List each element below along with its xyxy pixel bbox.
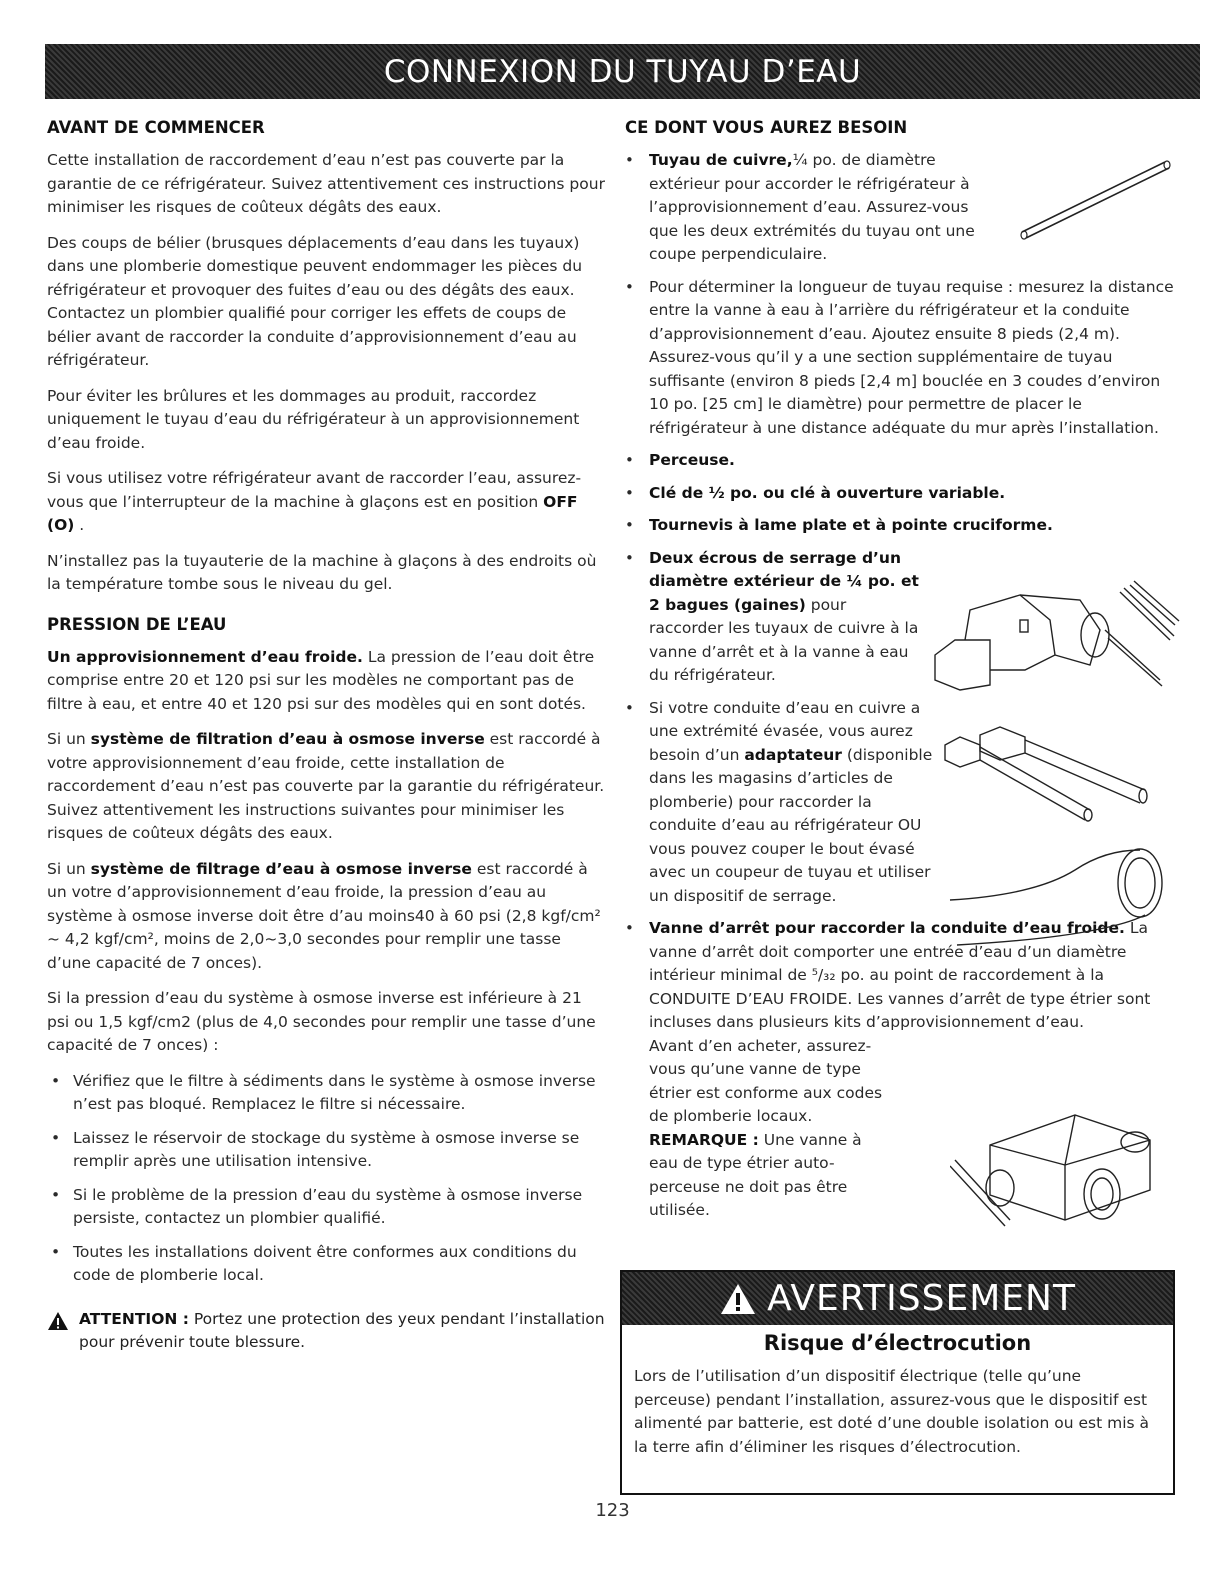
list-item-perceuse — [625, 449, 1175, 473]
vanne-bold: Vanne d’arrêt pour raccorder la conduite d’eau froide. — [649, 919, 1125, 937]
pression-paragraph — [47, 646, 607, 717]
saddle-valve-illustration — [950, 1110, 1180, 1235]
off-prefix: Si vous utilisez votre réfrigérateur avant de raccorder l’eau, assurez-vous que l’interrupteur de la machine à glaçons est en position — [47, 469, 582, 511]
list-item-cle — [625, 482, 1175, 506]
filtration-bold: système de filtration d’eau à osmose inverse — [90, 730, 485, 748]
adaptateur-suffix: (disponible dans les magasins d’articles de plomberie) pour raccorder la conduite d’eau au réfrigérateur OU vous pouvez couper le bout évasé avec un coupeur de tuyau et utiliser un dispositif de serrage. — [649, 745, 933, 905]
adaptateur-bold: adaptateur — [744, 745, 842, 764]
attention-text-block — [79, 1308, 607, 1355]
gel-paragraph: N’installez pas la tuyauterie de la machine à glaçons à des endroits où la température tombe sous le niveau du gel. — [47, 551, 597, 593]
vanne-text: La vanne d’arrêt doit comporter une entrée d’eau d’un diamètre intérieur minimal de ⁵/₃₂ po. au point de raccordement à la CONDUITE D’EAU FROIDE. Les vannes d’arrêt de type étrier sont incluses dans plusieurs kits d’approvisionnement d’eau. — [649, 919, 1151, 1031]
tournevis-label: Tournevis à lame plate et à pointe cruciforme. — [649, 516, 1053, 534]
belier-paragraph: Des coups de bélier (brusques déplacements d’eau dans les tuyaux) dans une plomberie domestique peuvent endommager les pièces du réfrigérateur et provoquer des fuites d’eau ou des dégâts des eaux. Contactez un plombier qualifié pour corriger les effets de coups de bélier avant de raccorder la conduite d’approvisionnement d’eau au réfrigérateur. — [47, 233, 583, 369]
filtrage-bold: système de filtrage d’eau à osmose inverse — [90, 859, 472, 878]
list-item: • Toutes les installations doivent être conformes aux conditions du code de plomberie local. — [47, 1241, 607, 1288]
tuyau-bold: Tuyau de cuivre, — [649, 151, 793, 169]
tuyau-text: ¼ po. de diamètre extérieur pour accorder le réfrigérateur à l’approvisionnement d’eau. Assurez-vous que les deux extrémités du tuyau ont une coupe perpendiculaire. — [649, 151, 975, 263]
off-label: OFF (O) — [47, 492, 578, 534]
vanne-continuation: Avant d’en acheter, assurez-vous qu’une vanne de type étrier est conforme aux codes de plomberie locaux. — [649, 1036, 883, 1125]
list-item-tournevis — [625, 514, 1175, 538]
warning-title: AVERTISSEMENT — [767, 1278, 1076, 1319]
filtrage-suffix: est raccordé à un votre d’approvisionnement d’eau froide, la pression d’eau au système à osmose inverse doit être d’au moins40 à 60 psi (2,8 kgf/cm² ~ 4,2 kgf/cm², moins de 2,0~3,0 secondes pour remplir une tasse d’une capacité de 7 onces). — [47, 859, 601, 972]
drill-illustration — [930, 580, 1190, 705]
osmose-bullet-list — [47, 1070, 607, 1288]
compression-nuts-illustration — [940, 715, 1190, 825]
warning-text: Lors de l’utilisation d’un dispositif électrique (telle qu’une perceuse) pendant l’installation, assurez-vous que le dispositif est alimenté par batterie, est doté d’une double isolation ou est mis à la terre afin d’éliminer les risques d’électrocution. — [634, 1367, 1149, 1456]
list-item: • Vérifiez que le filtre à sédiments dans le système à osmose inverse n’est pas bloqué. Remplacez le filtre si nécessaire. — [47, 1070, 607, 1117]
avant-paragraph: Cette installation de raccordement d’eau n’est pas couverte par la garantie de ce réfrigérateur. Suivez attentivement ces instructions pour minimiser les risques de coûteux dégâts des eaux. — [47, 151, 605, 216]
perceuse-label: Perceuse. — [649, 451, 735, 469]
besoin-heading: CE DONT VOUS AUREZ BESOIN — [625, 118, 908, 137]
page-title: CONNEXION DU TUYAU D’EAU — [383, 53, 862, 90]
pression-bold: Un approvisionnement d’eau froide. — [47, 647, 363, 666]
off-paragraph — [47, 467, 607, 538]
inferieure-paragraph: Si la pression d’eau du système à osmose inverse est inférieure à 21 psi ou 1,5 kgf/cm2 (plus de 4,0 secondes pour remplir une tasse d’une capacité de 7 onces) : — [47, 989, 596, 1054]
warning-header — [622, 1272, 1173, 1325]
filtrage-prefix: Si un — [47, 859, 91, 878]
left-column — [47, 118, 607, 1355]
attention-text: Portez une protection des yeux pendant l’installation pour prévenir toute blessure. — [79, 1309, 605, 1351]
remarque-label: REMARQUE : — [649, 1130, 759, 1149]
filtrage-paragraph — [47, 858, 607, 976]
filtration-suffix: est raccordé à votre approvisionnement d’eau froide, cette installation de raccordement d’eau n’est pas couverte par la garantie du réfrigérateur. Suivez attentivement les instructions suivantes pour minimiser les risques de coûteux dégâts des eaux. — [47, 730, 605, 842]
filtration-prefix: Si un — [47, 730, 91, 748]
pression-heading: PRESSION DE L’EAU — [47, 614, 227, 634]
brulures-paragraph: Pour éviter les brûlures et les dommages au produit, raccordez uniquement le tuyau d’eau du réfrigérateur à un approvisionnement d’eau froide. — [47, 386, 580, 452]
pression-text: La pression de l’eau doit être comprise entre 20 et 120 psi sur les modèles ne comportant pas de filtre à eau, et entre 40 et 120 psi sur des modèles qui en sont dotés. — [47, 647, 595, 713]
flared-end-pipe-illustration — [945, 835, 1185, 955]
remarque-text: Une vanne à eau de type étrier auto-perceuse ne doit pas être utilisée. — [649, 1130, 862, 1219]
adaptateur-prefix: Si votre conduite d’eau en cuivre a une extrémité évasée, vous aurez besoin d’un — [649, 698, 921, 764]
list-item-longueur: • Pour déterminer la longueur de tuyau requise : mesurez la distance entre la vanne à eau à l’arrière du réfrigérateur et la conduite d’approvisionnement d’eau. Ajoutez ensuite 8 pieds (2,4 m). Assurez-vous qu’il y a une section supplémentaire de tuyau suffisante (environ 8 pieds [2,4 m] bouclée en 3 coudes d’environ 10 po. [25 cm] le diamètre) pour permettre de placer le réfrigérateur à une distance adéquate du mur après l’installation. — [625, 276, 1175, 441]
warning-triangle-icon — [47, 1311, 69, 1331]
avant-heading: AVANT DE COMMENCER — [47, 118, 265, 137]
attention-label: ATTENTION : — [79, 1309, 189, 1328]
warning-box — [620, 1270, 1175, 1495]
warning-triangle-icon — [719, 1282, 757, 1316]
page-title-banner — [45, 44, 1200, 99]
filtration-paragraph — [47, 728, 607, 846]
ecrous-bold: Deux écrous de serrage d’un diamètre extérieur de ¼ po. et 2 bagues (gaines) — [649, 548, 919, 614]
warning-subtitle: Risque d’électrocution — [763, 1331, 1032, 1355]
ecrous-text: pour raccorder les tuyaux de cuivre à la vanne d’arrêt et à la vanne à eau du réfrigérateur. — [649, 595, 919, 684]
list-item: • Laissez le réservoir de stockage du système à osmose inverse se remplir après une utilisation intensive. — [47, 1127, 607, 1174]
cle-label: Clé de ½ po. ou clé à ouverture variable. — [649, 483, 1006, 502]
off-suffix: . — [74, 516, 85, 534]
copper-tube-illustration — [1010, 152, 1180, 242]
attention-note — [47, 1308, 607, 1355]
page-number: 123 — [595, 1500, 630, 1521]
list-item: • Si le problème de la pression d’eau du système à osmose inverse persiste, contactez un plombier qualifié. — [47, 1184, 607, 1231]
